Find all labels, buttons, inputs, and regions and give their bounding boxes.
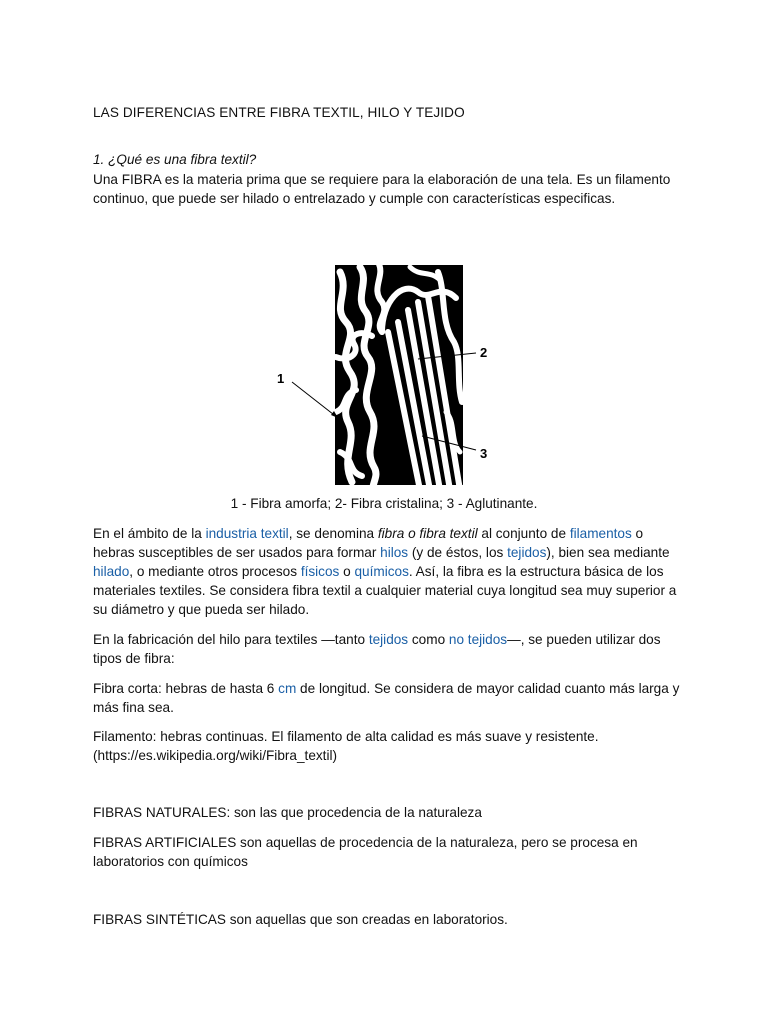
text-run: , se denomina	[288, 526, 378, 541]
figure-label-2: 2	[480, 345, 488, 360]
link-hilado[interactable]: hilado	[93, 564, 130, 579]
link-fisicos[interactable]: físicos	[300, 564, 340, 579]
figure-caption: 1 - Fibra amorfa; 2- Fibra cristalina; 3 - Aglutinante.	[230, 496, 538, 511]
link-hilos[interactable]: hilos	[380, 545, 409, 560]
text-run: al conjunto de	[477, 526, 570, 541]
paragraph-sinteticas: FIBRAS SINTÉTICAS son aquellas que son creadas en laboratorios.	[93, 912, 508, 927]
link-industria-textil[interactable]: industria textil	[205, 526, 289, 541]
text-run: o	[339, 564, 355, 579]
paragraph-fibra-corta	[93, 679, 683, 717]
link-filamentos[interactable]: filamentos	[569, 526, 632, 541]
link-quimicos[interactable]: químicos	[354, 564, 409, 579]
text-run: ), bien sea mediante	[546, 545, 670, 560]
link-tejidos[interactable]: tejidos	[507, 545, 547, 560]
section-question: 1. ¿Qué es una fibra textil?	[93, 152, 257, 167]
text-run: Fibra corta: hebras de hasta 6	[93, 681, 279, 696]
link-cm[interactable]: cm	[278, 681, 297, 696]
link-tejidos-2[interactable]: tejidos	[368, 632, 409, 647]
fiber-diagram	[270, 262, 500, 488]
text-run: En la fabricación del hilo para textiles —tanto	[93, 632, 369, 647]
paragraph-artificiales: FIBRAS ARTIFICIALES son aquellas de procedencia de la naturaleza, pero se procesa en laboratorios con químicos	[93, 835, 638, 869]
intro-paragraph: Una FIBRA es la materia prima que se requiere para la elaboración de una tela. Es un filamento continuo, que puede ser hilado o entrelazado y cumple con características especificas.	[93, 172, 671, 206]
text-run: de longitud. Se considera de mayor calidad cuanto más larga y más fina sea.	[93, 681, 680, 715]
text-run: (y de éstos, los	[408, 545, 508, 560]
figure-label-1: 1	[277, 371, 285, 386]
paragraph-tipos	[93, 630, 683, 668]
link-no-tejidos[interactable]: no tejidos	[448, 632, 508, 647]
text-run: En el ámbito de la	[93, 526, 206, 541]
text-run: , o mediante otros procesos	[129, 564, 301, 579]
text-run: como	[408, 632, 449, 647]
text-run: —, se pueden utilizar dos tipos de fibra:	[93, 632, 661, 666]
text-run: o hebras susceptibles de ser usados para formar	[93, 526, 644, 560]
document-title: LAS DIFERENCIAS ENTRE FIBRA TEXTIL, HILO Y TEJIDO	[93, 105, 465, 120]
text-run: . Así, la fibra es la estructura básica de los materiales textiles. Se considera fibra textil a cualquier material cuya longitud sea muy superior a su diámetro y que pueda ser hilado.	[93, 564, 677, 617]
paragraph-definition	[93, 524, 683, 619]
paragraph-filamento: Filamento: hebras continuas. El filamento de alta calidad es más suave y resistente. (https://es.wikipedia.org/wiki/Fibra_textil)	[93, 729, 599, 763]
paragraph-naturales: FIBRAS NATURALES: son las que procedencia de la naturaleza	[93, 805, 482, 820]
emphasis-fibra-textil: fibra o fibra textil	[377, 526, 478, 541]
figure-label-3: 3	[480, 446, 488, 461]
